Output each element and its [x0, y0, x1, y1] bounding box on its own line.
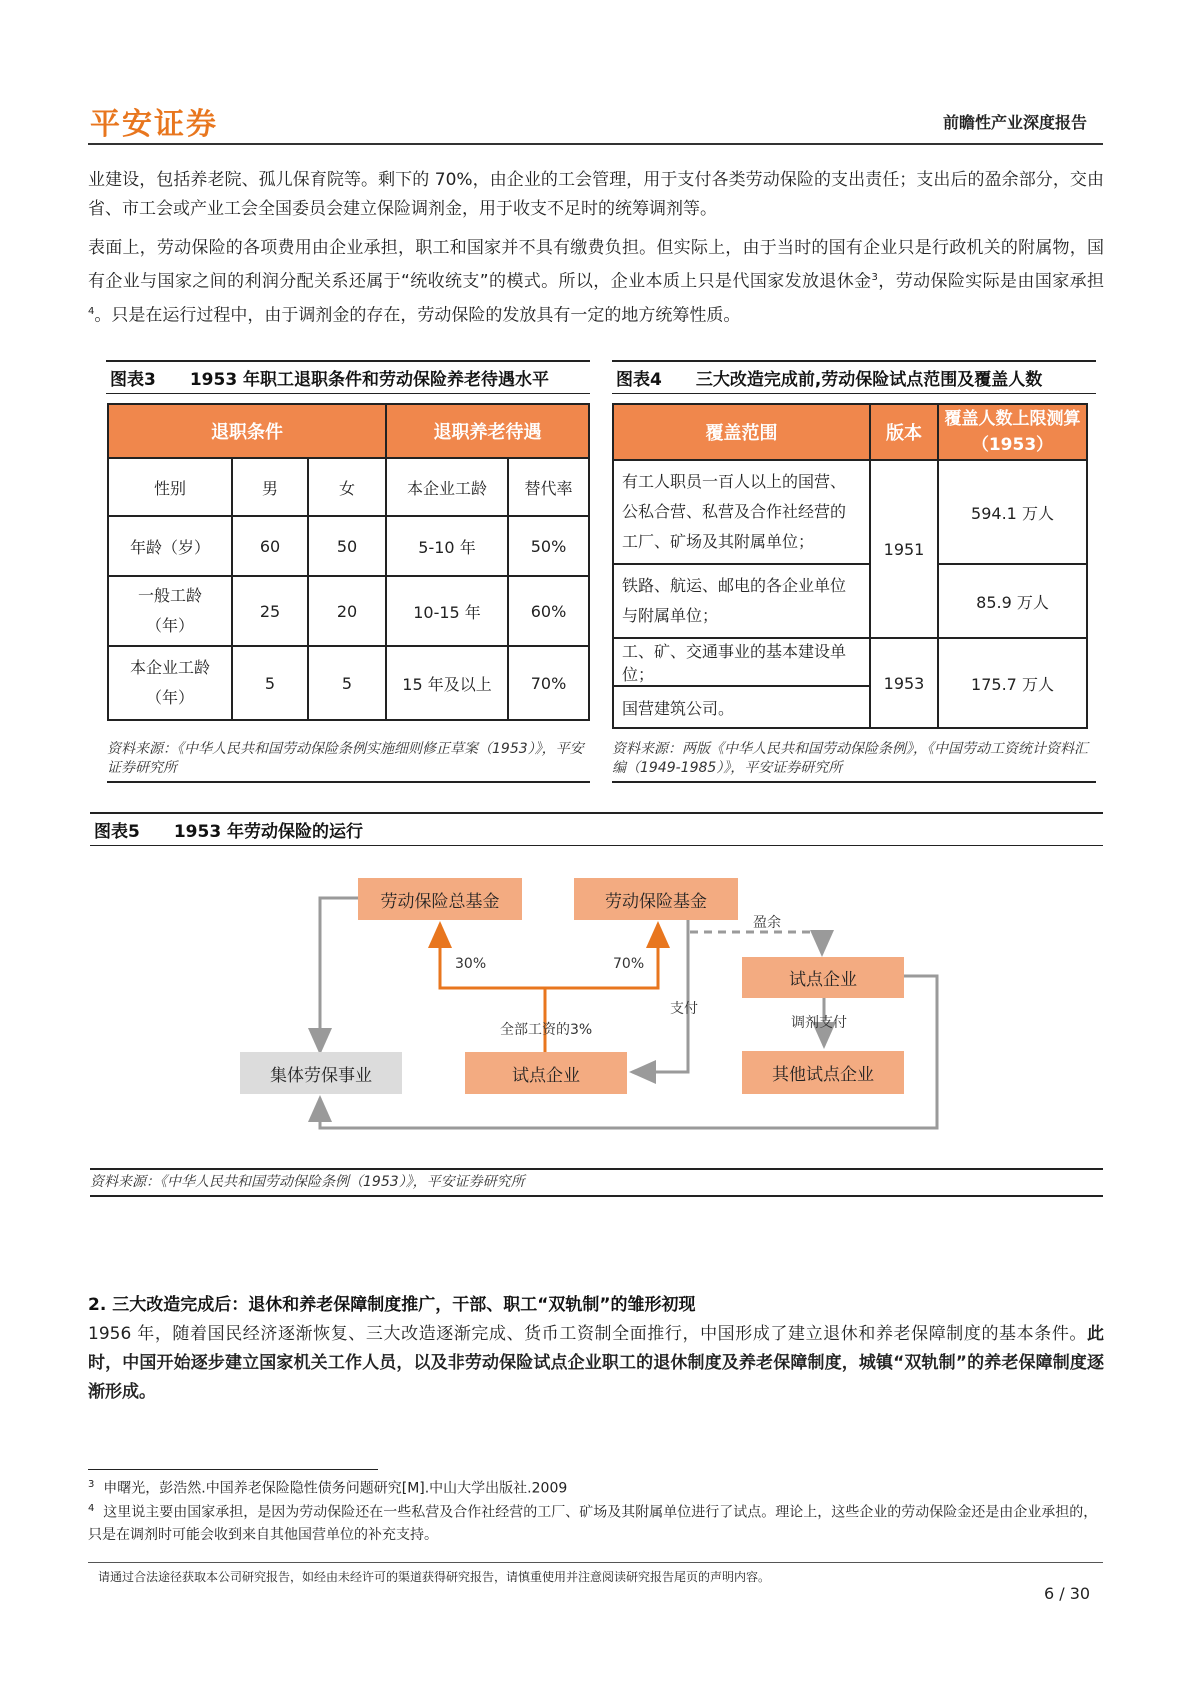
footer-disclaimer: 请通过合法途径获取本公司研究报告，如经由未经许可的渠道获得研究报告，请慎重使用并注意阅读研究报告尾页的声明内容。 — [98, 1570, 771, 1584]
fig4-scope-cell: 国营建筑公司。 — [613, 686, 870, 728]
footnote-ref-3[interactable]: 3 — [871, 272, 878, 283]
fig4-header-scope: 覆盖范围 — [613, 404, 870, 460]
fig5-title: 图表5 1953 年劳动保险的运行 — [90, 812, 1103, 846]
arrow-surplus — [690, 932, 822, 954]
node-collective: 集体劳保事业 — [240, 1052, 402, 1094]
fig3-cell: 70% — [508, 646, 589, 720]
fig3-cell: 男 — [232, 458, 308, 516]
fig3-cell: 一般工龄 （年） — [108, 576, 232, 646]
fig3-source: 资料来源：《中华人民共和国劳动保险条例实施细则修正草案（1953）》，平安证券研究所 — [107, 740, 590, 783]
footer-divider — [88, 1562, 1103, 1563]
label-pay: 支付 — [670, 1001, 698, 1017]
fig4-version-cell: 1951 — [870, 460, 938, 638]
fig3-cell: 50% — [508, 516, 589, 576]
node-total-fund: 劳动保险总基金 — [358, 878, 522, 920]
fig3-cell: 性别 — [108, 458, 232, 516]
label-70pct: 70% — [613, 956, 645, 972]
fig3-cell: 20 — [308, 576, 386, 646]
fig4-header-version: 版本 — [870, 404, 938, 460]
fig3-cell: 60 — [232, 516, 308, 576]
fig3-cell: 本企业工龄 — [386, 458, 508, 516]
arrow-pay — [632, 918, 688, 1072]
fig3-cell: 年龄（岁） — [108, 516, 232, 576]
fig3-cell: 5 — [232, 646, 308, 720]
fig4-scope-cell: 工、矿、交通事业的基本建设单位； — [613, 638, 870, 686]
fig3-cell: 5-10 年 — [386, 516, 508, 576]
footnote-3: $^3$ 申曙光，彭浩然.中国养老保险隐性债务问题研究[M].中山大学出版社.2009 — [88, 1479, 568, 1497]
fig3-cell: 女 — [308, 458, 386, 516]
node-fund: 劳动保险基金 — [574, 878, 738, 920]
fig3-cell: 本企业工龄 （年） — [108, 646, 232, 720]
fig4-header-count: 覆盖人数上限测算（1953） — [938, 404, 1087, 460]
fig3-cell: 15 年及以上 — [386, 646, 508, 720]
node-other-pilot: 其他试点企业 — [742, 1051, 904, 1094]
footnote-divider — [88, 1469, 378, 1470]
fig3-cell: 60% — [508, 576, 589, 646]
fig4-version-cell: 1953 — [870, 638, 938, 728]
node-pilot-bottom: 试点企业 — [465, 1052, 627, 1094]
fig3-cell: 50 — [308, 516, 386, 576]
node-pilot-top: 试点企业 — [742, 957, 904, 998]
fig4-scope-cell: 有工人职员一百人以上的国营、公私合营、私营及合作社经营的工厂、矿场及其附属单位； — [613, 460, 870, 564]
fig4-count-cell: 594.1 万人 — [938, 460, 1087, 564]
fig3-header-right: 退职养老待遇 — [386, 404, 589, 458]
report-type: 前瞻性产业深度报告 — [942, 113, 1087, 132]
fig5-source: 资料来源：《中华人民共和国劳动保险条例（1953）》，平安证券研究所 — [90, 1168, 1103, 1197]
brand-logo: 平安证券 — [90, 107, 218, 142]
label-wage: 全部工资的3% — [500, 1022, 593, 1038]
label-30pct: 30% — [455, 956, 487, 972]
fig4-title: 图表4 三大改造完成前,劳动保险试点范围及覆盖人数 — [612, 360, 1096, 394]
fig3-cell: 5 — [308, 646, 386, 720]
section-heading: 2. 三大改造完成后：退休和养老保障制度推广，干部、职工“双轨制”的雏形初现 — [88, 1295, 696, 1315]
fig3-header-left: 退职条件 — [108, 404, 386, 458]
label-adjust: 调剂支付 — [791, 1015, 847, 1031]
paragraph-2: 表面上，劳动保险的各项费用由企业承担，职工和国家并不具有缴费负担。但实际上，由于当时的国有企业只是行政机关的附属物，国有企业与国家之间的利润分配关系还属于“统收统支”的模式。所以，企业本质上只是代国家发放退休金$^3$，劳动保险实际是由国家承担$^4$。只是在运行过程中，由于调剂金的存在，劳动保险的发放具有一定的地方统筹性质。 — [88, 238, 1104, 326]
fig4-scope-cell: 铁路、航运、邮电的各企业单位与附属单位； — [613, 564, 870, 638]
fig3-cell: 10-15 年 — [386, 576, 508, 646]
fig4-count-cell: 175.7 万人 — [938, 638, 1087, 728]
arrow-to-collective — [320, 898, 358, 1052]
label-surplus: 盈余 — [753, 915, 781, 931]
fig4-source: 资料来源：两版《中华人民共和国劳动保险条例》，《中国劳动工资统计资料汇编（1949-1985）》，平安证券研究所 — [612, 740, 1096, 783]
fig3-cell: 25 — [232, 576, 308, 646]
footnote-ref-4[interactable]: 4 — [88, 305, 95, 317]
footnote-4: $^4$ 这里说主要由国家承担，是因为劳动保险还在一些私营及合作社经营的工厂、矿场及其附属单位进行了试点。理论上，这些企业的劳动保险金还是由企业承担的，只是在调剂时可能会收到来自其他国营单位的补充支持。 — [88, 1503, 1098, 1543]
fig3-title: 图表3 1953 年职工退职条件和劳动保险养老待遇水平 — [106, 360, 590, 394]
fig4-count-cell: 85.9 万人 — [938, 564, 1087, 638]
fig3-cell: 替代率 — [508, 458, 589, 516]
section2-paragraph: 1956 年，随着国民经济逐渐恢复、三大改造逐渐完成、货币工资制全面推行，中国形成了建立退休和养老保障制度的基本条件。此时，中国开始逐步建立国家机关工作人员，以及非劳动保险试点企业职工的退休制度及养老保障制度，城镇“双轨制”的养老保障制度逐渐形成。 — [88, 1324, 1104, 1402]
paragraph-1: 业建设，包括养老院、孤儿保育院等。剩下的 70%，由企业的工会管理，用于支付各类劳动保险的支出责任；支出后的盈余部分，交由省、市工会或产业工会全国委员会建立保险调剂金，用于收支不足时的统筹调剂等。 — [88, 170, 1104, 219]
page-number: 6 / 30 — [1044, 1584, 1091, 1603]
